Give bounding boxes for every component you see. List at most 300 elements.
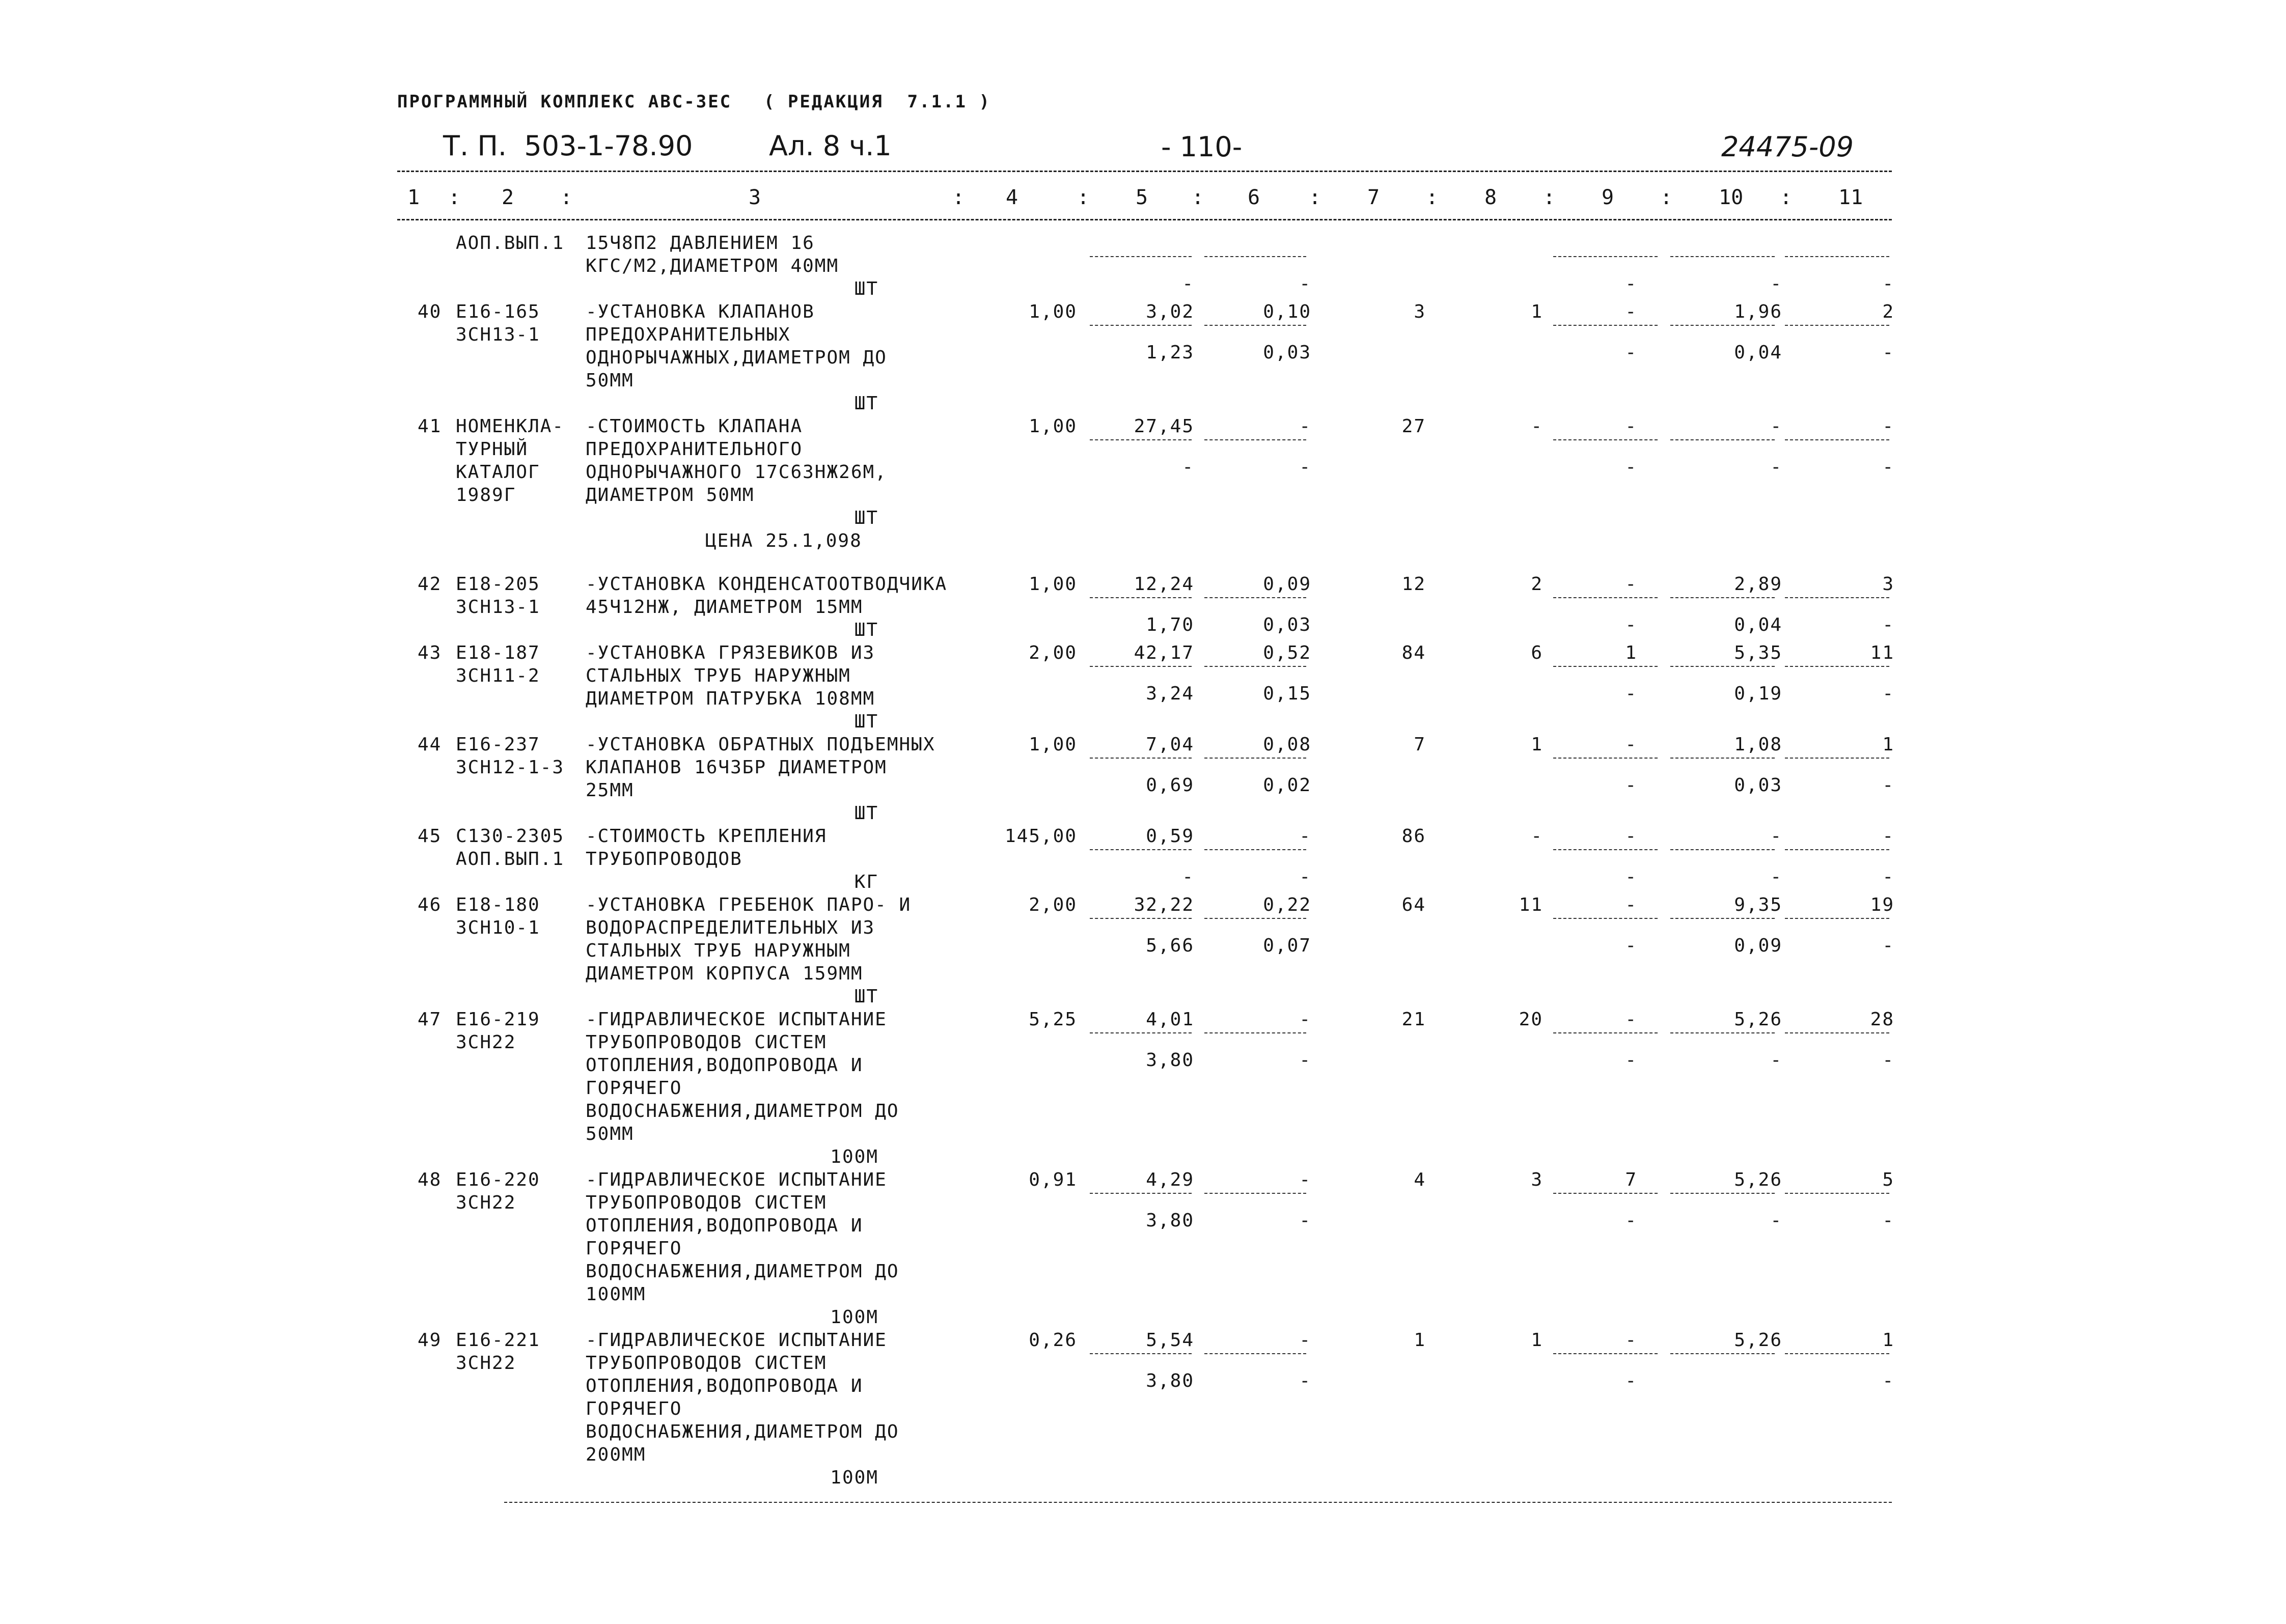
value-c5b: -: [1182, 273, 1194, 294]
value-c6: 0,22: [1263, 894, 1311, 915]
value-c11: 3: [1882, 574, 1894, 595]
resource-code: Е16-221: [456, 1330, 540, 1351]
value-c10b: -: [1770, 457, 1782, 478]
value-c10b: 0,09: [1734, 935, 1782, 956]
work-description: ОТОПЛЕНИЯ,ВОДОПРОВОДА И: [586, 1055, 863, 1076]
value-divider-c5: [1090, 1353, 1192, 1354]
value-c11b: -: [1882, 1050, 1894, 1071]
value-c9b: -: [1625, 683, 1637, 704]
column-separator: :: [1077, 186, 1090, 209]
value-c8: 2: [1531, 574, 1543, 595]
work-description: ТРУБОПРОВОДОВ СИСТЕМ: [586, 1032, 827, 1053]
value-c9: -: [1625, 301, 1637, 322]
resource-code: С130-2305: [456, 826, 565, 847]
value-c11: -: [1882, 416, 1894, 437]
value-c10b: 0,19: [1734, 683, 1782, 704]
value-divider-c10: [1670, 325, 1775, 326]
value-c5b: 3,80: [1146, 1050, 1194, 1071]
value-c10: 5,26: [1734, 1330, 1782, 1351]
work-description: -УСТАНОВКА ОБРАТНЫХ ПОДЪЕМНЫХ: [586, 734, 935, 755]
value-c6b: 0,07: [1263, 935, 1311, 956]
value-c4: 2,00: [1029, 894, 1077, 915]
value-c11: -: [1882, 826, 1894, 847]
value-c11b: -: [1882, 866, 1894, 887]
value-c11b: -: [1882, 614, 1894, 635]
unit-label: ШТ: [854, 620, 878, 640]
value-c6: -: [1299, 1009, 1311, 1030]
value-c9: 1: [1625, 642, 1637, 663]
row-number: 48: [418, 1169, 442, 1190]
value-c6b: 0,15: [1263, 683, 1311, 704]
value-divider-c6: [1204, 849, 1306, 850]
page-number: - 110-: [1161, 131, 1243, 163]
value-c6: -: [1299, 1169, 1311, 1190]
work-description: ПРЕДОХРАНИТЕЛЬНОГО: [586, 439, 803, 460]
work-description: ТРУБОПРОВОДОВ: [586, 849, 742, 870]
value-c10: 5,26: [1734, 1169, 1782, 1190]
value-divider-c11: [1785, 918, 1889, 919]
work-description: -ГИДРАВЛИЧЕСКОЕ ИСПЫТАНИЕ: [586, 1169, 887, 1190]
value-c5b: 1,23: [1146, 342, 1194, 363]
value-divider-c9: [1553, 918, 1658, 919]
header-top-rule: [397, 171, 1892, 172]
table-end-rule: [504, 1502, 1892, 1503]
value-c9: -: [1625, 894, 1637, 915]
value-divider-c9: [1553, 666, 1658, 667]
value-c4: 0,91: [1029, 1169, 1077, 1190]
work-description: ОДНОРЫЧАЖНОГО 17С63НЖ26М,: [586, 462, 887, 483]
value-divider-c10: [1670, 256, 1775, 257]
value-c7: 4: [1414, 1169, 1426, 1190]
work-description: ТРУБОПРОВОДОВ СИСТЕМ: [586, 1192, 827, 1213]
value-c9: -: [1625, 734, 1637, 755]
value-c11b: -: [1882, 935, 1894, 956]
row-number: 43: [418, 642, 442, 663]
value-divider-c9: [1553, 1193, 1658, 1194]
value-c11b: -: [1882, 342, 1894, 363]
value-divider-c11: [1785, 666, 1889, 667]
value-c10: -: [1770, 826, 1782, 847]
value-c9b: -: [1625, 1210, 1637, 1231]
value-divider-c11: [1785, 1032, 1889, 1033]
value-c11b: -: [1882, 775, 1894, 796]
value-divider-c6: [1204, 758, 1306, 759]
value-c7: 27: [1401, 416, 1426, 437]
value-c10b: 0,04: [1734, 614, 1782, 635]
work-description: ДИАМЕТРОМ ПАТРУБКА 108ММ: [586, 688, 875, 709]
value-c10: -: [1770, 416, 1782, 437]
value-c11: 28: [1870, 1009, 1894, 1030]
resource-code: 3СН22: [456, 1192, 516, 1213]
value-c8: 20: [1519, 1009, 1543, 1030]
work-description: КЛАПАНОВ 16Ч3БР ДИАМЕТРОМ: [586, 757, 887, 778]
work-description: КГС/М2,ДИАМЕТРОМ 40ММ: [586, 256, 839, 276]
column-separator: :: [1309, 186, 1321, 209]
work-description: -СТОИМОСТЬ КЛАПАНА: [586, 416, 803, 437]
work-description: 15Ч8П2 ДАВЛЕНИЕМ 16: [586, 233, 815, 254]
unit-label: ШТ: [854, 508, 878, 528]
row-number: 45: [418, 826, 442, 847]
work-description: ГОРЯЧЕГО: [586, 1078, 682, 1099]
unit-label: ШТ: [854, 986, 878, 1007]
value-c9: 7: [1625, 1169, 1637, 1190]
value-c9b: -: [1625, 273, 1637, 294]
value-divider-c9: [1553, 1353, 1658, 1354]
value-c11b: -: [1882, 273, 1894, 294]
value-divider-c5: [1090, 439, 1192, 440]
unit-label: КГ: [854, 872, 878, 892]
value-c7: 1: [1414, 1330, 1426, 1351]
resource-code: 3СН12-1-3: [456, 757, 565, 778]
value-c5: 32,22: [1134, 894, 1194, 915]
value-c10b: -: [1770, 1050, 1782, 1071]
value-c10b: -: [1770, 866, 1782, 887]
value-c6: 0,52: [1263, 642, 1311, 663]
edition-label: ( РЕДАКЦИЯ 7.1.1 ): [764, 92, 991, 112]
column-header-8: 8: [1484, 186, 1497, 209]
work-description: 50ММ: [586, 370, 634, 391]
resource-code: 3СН13-1: [456, 597, 540, 618]
value-c6b: 0,03: [1263, 614, 1311, 635]
value-divider-c9: [1553, 597, 1658, 598]
value-c5: 42,17: [1134, 642, 1194, 663]
value-c10b: -: [1770, 1210, 1782, 1231]
value-divider-c6: [1204, 918, 1306, 919]
value-c6: -: [1299, 826, 1311, 847]
value-c5b: 3,80: [1146, 1370, 1194, 1391]
column-separator: :: [560, 186, 573, 209]
value-c6: -: [1299, 1330, 1311, 1351]
value-c11b: -: [1882, 1210, 1894, 1231]
value-c9b: -: [1625, 342, 1637, 363]
value-divider-c6: [1204, 1353, 1306, 1354]
value-c4: 1,00: [1029, 301, 1077, 322]
value-c5: 5,54: [1146, 1330, 1194, 1351]
value-c10: 5,35: [1734, 642, 1782, 663]
resource-code: ТУРНЫЙ: [456, 439, 529, 460]
work-description: ВОДОРАСПРЕДЕЛИТЕЛЬНЫХ ИЗ: [586, 917, 875, 938]
value-c5: 7,04: [1146, 734, 1194, 755]
value-c11: 5: [1882, 1169, 1894, 1190]
value-c10: 2,89: [1734, 574, 1782, 595]
unit-label: ШТ: [854, 393, 878, 414]
value-c5: 4,29: [1146, 1169, 1194, 1190]
work-description: ВОДОСНАБЖЕНИЯ,ДИАМЕТРОМ ДО: [586, 1421, 899, 1442]
resource-code: Е18-187: [456, 642, 540, 663]
value-c10b: -: [1770, 273, 1782, 294]
value-c4: 5,25: [1029, 1009, 1077, 1030]
value-c4: 2,00: [1029, 642, 1077, 663]
value-c7: 3: [1414, 301, 1426, 322]
value-c5b: -: [1182, 866, 1194, 887]
value-c9: -: [1625, 1330, 1637, 1351]
value-divider-c11: [1785, 256, 1889, 257]
resource-code: 3СН11-2: [456, 665, 540, 686]
value-c11b: -: [1882, 457, 1894, 478]
resource-code: 3СН22: [456, 1032, 516, 1053]
value-divider-c6: [1204, 597, 1306, 598]
work-description: 200ММ: [586, 1444, 646, 1465]
header-bottom-rule: [397, 219, 1892, 220]
resource-code: Е18-180: [456, 894, 540, 915]
value-c10b: 0,03: [1734, 775, 1782, 796]
value-c8: -: [1531, 826, 1543, 847]
value-c5b: 5,66: [1146, 935, 1194, 956]
value-c8: 1: [1531, 301, 1543, 322]
resource-code: 1989Г: [456, 485, 516, 506]
value-divider-c11: [1785, 1193, 1889, 1194]
value-c4: 1,00: [1029, 574, 1077, 595]
value-c10b: 0,04: [1734, 342, 1782, 363]
resource-code: Е16-165: [456, 301, 540, 322]
unit-label: 100М: [830, 1467, 878, 1488]
value-c11: 1: [1882, 734, 1894, 755]
price-note: ЦЕНА 25.1,098: [705, 530, 862, 551]
value-c9b: -: [1625, 1370, 1637, 1391]
work-description: ТРУБОПРОВОДОВ СИСТЕМ: [586, 1353, 827, 1374]
value-divider-c10: [1670, 918, 1775, 919]
column-header-7: 7: [1367, 186, 1380, 209]
resource-code: 3СН22: [456, 1353, 516, 1374]
value-divider-c10: [1670, 1193, 1775, 1194]
row-number: 47: [418, 1009, 442, 1030]
column-separator: :: [1660, 186, 1673, 209]
value-divider-c6: [1204, 325, 1306, 326]
unit-label: 100М: [830, 1146, 878, 1167]
value-c5b: 1,70: [1146, 614, 1194, 635]
value-divider-c11: [1785, 758, 1889, 759]
value-c7: 21: [1401, 1009, 1426, 1030]
value-c4: 0,26: [1029, 1330, 1077, 1351]
resource-code: Е16-219: [456, 1009, 540, 1030]
resource-code: Е16-237: [456, 734, 540, 755]
value-c9b: -: [1625, 614, 1637, 635]
resource-code: Е16-220: [456, 1169, 540, 1190]
work-description: СТАЛЬНЫХ ТРУБ НАРУЖНЫМ: [586, 665, 851, 686]
value-divider-c9: [1553, 758, 1658, 759]
row-number: 46: [418, 894, 442, 915]
value-c5: 3,02: [1146, 301, 1194, 322]
resource-code: 3СН13-1: [456, 324, 540, 345]
value-divider-c10: [1670, 849, 1775, 850]
value-divider-c6: [1204, 666, 1306, 667]
program-label: ПРОГРАММНЫЙ КОМПЛЕКС АВС-3ЕС: [397, 92, 732, 112]
album-label: Ал. 8 ч.1: [769, 130, 892, 162]
value-c7: 86: [1401, 826, 1426, 847]
column-separator: :: [448, 186, 461, 209]
value-divider-c9: [1553, 325, 1658, 326]
value-c6b: 0,02: [1263, 775, 1311, 796]
column-separator: :: [1543, 186, 1556, 209]
work-description: ВОДОСНАБЖЕНИЯ,ДИАМЕТРОМ ДО: [586, 1261, 899, 1282]
value-c5: 0,59: [1146, 826, 1194, 847]
value-c11b: -: [1882, 1370, 1894, 1391]
value-divider-c9: [1553, 849, 1658, 850]
work-description: СТАЛЬНЫХ ТРУБ НАРУЖНЫМ: [586, 940, 851, 961]
value-c10: 1,08: [1734, 734, 1782, 755]
value-c5b: -: [1182, 457, 1194, 478]
value-c6b: -: [1299, 866, 1311, 887]
value-c9b: -: [1625, 1050, 1637, 1071]
value-c7: 64: [1401, 894, 1426, 915]
work-description: ДИАМЕТРОМ КОРПУСА 159ММ: [586, 963, 863, 984]
value-divider-c11: [1785, 597, 1889, 598]
value-divider-c11: [1785, 325, 1889, 326]
value-c6b: -: [1299, 1210, 1311, 1231]
resource-code: 3СН10-1: [456, 917, 540, 938]
value-c11: 11: [1870, 642, 1894, 663]
value-c6b: 0,03: [1263, 342, 1311, 363]
value-divider-c6: [1204, 439, 1306, 440]
unit-label: ШТ: [854, 278, 878, 299]
value-c5b: 3,24: [1146, 683, 1194, 704]
work-description: ОТОПЛЕНИЯ,ВОДОПРОВОДА И: [586, 1376, 863, 1396]
value-c11: 2: [1882, 301, 1894, 322]
value-c6: 0,08: [1263, 734, 1311, 755]
value-c10: 9,35: [1734, 894, 1782, 915]
column-header-1: 1: [407, 186, 420, 209]
value-divider-c5: [1090, 666, 1192, 667]
value-c11: 1: [1882, 1330, 1894, 1351]
value-divider-c10: [1670, 1032, 1775, 1033]
value-divider-c10: [1670, 758, 1775, 759]
column-header-6: 6: [1248, 186, 1260, 209]
work-description: 25ММ: [586, 780, 634, 801]
value-divider-c6: [1204, 1032, 1306, 1033]
row-number: 49: [418, 1330, 442, 1351]
value-divider-c11: [1785, 439, 1889, 440]
value-c7: 84: [1401, 642, 1426, 663]
value-c6b: -: [1299, 457, 1311, 478]
row-number: 40: [418, 301, 442, 322]
resource-code: КАТАЛОГ: [456, 462, 540, 483]
work-description: ПРЕДОХРАНИТЕЛЬНЫХ: [586, 324, 791, 345]
row-number: 42: [418, 574, 442, 595]
value-divider-c10: [1670, 439, 1775, 440]
work-description: ГОРЯЧЕГО: [586, 1238, 682, 1259]
value-c5: 12,24: [1134, 574, 1194, 595]
value-c8: 6: [1531, 642, 1543, 663]
value-c6b: -: [1299, 1370, 1311, 1391]
value-divider-c5: [1090, 849, 1192, 850]
work-description: -УСТАНОВКА ГРЕБЕНОК ПАРО- И: [586, 894, 912, 915]
value-c9: -: [1625, 416, 1637, 437]
project-code: Т. П. 503-1-78.90: [443, 130, 693, 162]
value-c10: 5,26: [1734, 1009, 1782, 1030]
value-divider-c11: [1785, 849, 1889, 850]
value-divider-c5: [1090, 1193, 1192, 1194]
value-c6b: -: [1299, 273, 1311, 294]
value-c7: 12: [1401, 574, 1426, 595]
value-divider-c9: [1553, 256, 1658, 257]
work-description: ВОДОСНАБЖЕНИЯ,ДИАМЕТРОМ ДО: [586, 1101, 899, 1122]
work-description: ОДНОРЫЧАЖНЫХ,ДИАМЕТРОМ ДО: [586, 347, 887, 368]
value-c11: 19: [1870, 894, 1894, 915]
value-c8: 1: [1531, 734, 1543, 755]
column-header-4: 4: [1006, 186, 1018, 209]
value-divider-c9: [1553, 439, 1658, 440]
value-c9b: -: [1625, 866, 1637, 887]
work-description: ГОРЯЧЕГО: [586, 1398, 682, 1419]
work-description: -ГИДРАВЛИЧЕСКОЕ ИСПЫТАНИЕ: [586, 1009, 887, 1030]
value-c9b: -: [1625, 935, 1637, 956]
work-description: 100ММ: [586, 1284, 646, 1305]
column-header-5: 5: [1136, 186, 1148, 209]
column-header-11: 11: [1838, 186, 1863, 209]
value-c7: 7: [1414, 734, 1426, 755]
row-number: 41: [418, 416, 442, 437]
work-description: -УСТАНОВКА КОНДЕНСАТООТВОДЧИКА: [586, 574, 948, 595]
unit-label: 100М: [830, 1307, 878, 1328]
value-c4: 145,00: [1004, 826, 1077, 847]
value-c9: -: [1625, 826, 1637, 847]
value-divider-c5: [1090, 597, 1192, 598]
value-c9: -: [1625, 574, 1637, 595]
value-c6: 0,09: [1263, 574, 1311, 595]
value-divider-c5: [1090, 256, 1192, 257]
value-c11b: -: [1882, 683, 1894, 704]
value-divider-c10: [1670, 597, 1775, 598]
column-separator: :: [1426, 186, 1439, 209]
value-divider-c10: [1670, 666, 1775, 667]
column-header-9: 9: [1602, 186, 1614, 209]
value-divider-c11: [1785, 1353, 1889, 1354]
value-c5: 4,01: [1146, 1009, 1194, 1030]
work-description: -УСТАНОВКА ГРЯЗЕВИКОВ ИЗ: [586, 642, 875, 663]
work-description: -СТОИМОСТЬ КРЕПЛЕНИЯ: [586, 826, 827, 847]
value-c8: 3: [1531, 1169, 1543, 1190]
value-c5: 27,45: [1134, 416, 1194, 437]
value-c10: 1,96: [1734, 301, 1782, 322]
value-c6b: -: [1299, 1050, 1311, 1071]
column-header-10: 10: [1719, 186, 1744, 209]
column-separator: :: [1780, 186, 1793, 209]
column-header-2: 2: [502, 186, 514, 209]
value-c8: -: [1531, 416, 1543, 437]
work-description: ОТОПЛЕНИЯ,ВОДОПРОВОДА И: [586, 1215, 863, 1236]
row-number: 44: [418, 734, 442, 755]
value-c6: 0,10: [1263, 301, 1311, 322]
work-description: ДИАМЕТРОМ 50ММ: [586, 485, 755, 506]
value-divider-c5: [1090, 1032, 1192, 1033]
value-c8: 1: [1531, 1330, 1543, 1351]
value-c5b: 3,80: [1146, 1210, 1194, 1231]
value-divider-c5: [1090, 325, 1192, 326]
work-description: -УСТАНОВКА КЛАПАНОВ: [586, 301, 815, 322]
unit-label: ШТ: [854, 711, 878, 732]
value-divider-c10: [1670, 1353, 1775, 1354]
work-description: 45Ч12НЖ, ДИАМЕТРОМ 15ММ: [586, 597, 863, 618]
value-c4: 1,00: [1029, 416, 1077, 437]
value-c4: 1,00: [1029, 734, 1077, 755]
value-divider-c5: [1090, 918, 1192, 919]
value-c6: -: [1299, 416, 1311, 437]
unit-label: ШТ: [854, 803, 878, 824]
value-c9: -: [1625, 1009, 1637, 1030]
work-description: -ГИДРАВЛИЧЕСКОЕ ИСПЫТАНИЕ: [586, 1330, 887, 1351]
column-header-3: 3: [749, 186, 761, 209]
work-description: 50ММ: [586, 1124, 634, 1144]
value-c8: 11: [1519, 894, 1543, 915]
resource-code: АОП.ВЫП.1: [456, 849, 565, 870]
value-divider-c6: [1204, 256, 1306, 257]
value-divider-c9: [1553, 1032, 1658, 1033]
value-c9b: -: [1625, 457, 1637, 478]
sheet-code: 24475-09: [1721, 131, 1854, 163]
value-c9b: -: [1625, 775, 1637, 796]
resource-code: Е18-205: [456, 574, 540, 595]
column-separator: :: [952, 186, 965, 209]
